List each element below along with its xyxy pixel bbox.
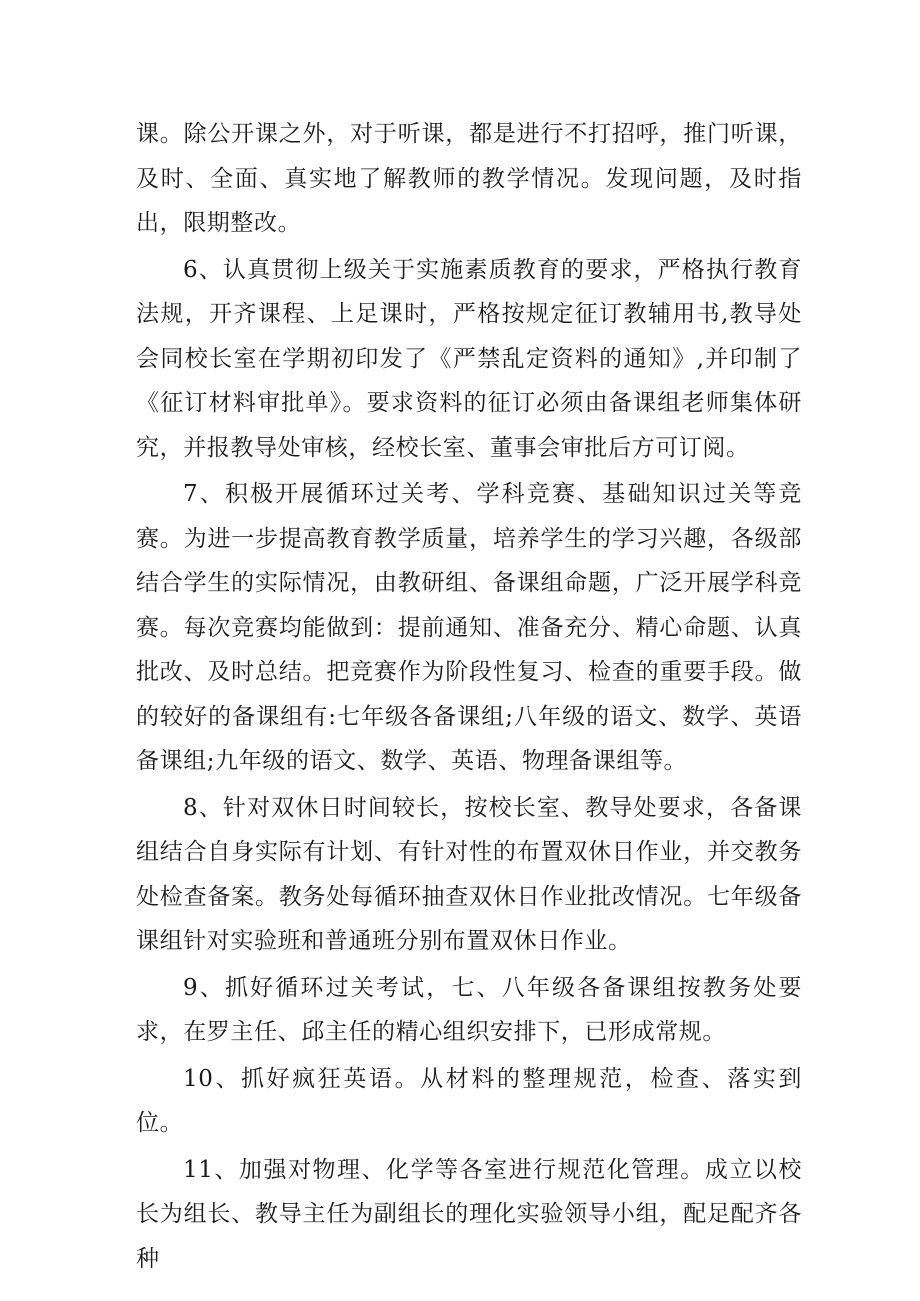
paragraph-item-10: 10、抓好疯狂英语。从材料的整理规范，检查、落实到位。 [136, 1065, 802, 1136]
paragraph-item-6: 6、认真贯彻上级关于实施素质教育的要求，严格执行教育法规，开齐课程、上足课时，严格按规定征订教辅用书,教导处会同校长室在学期初印发了《严禁乱定资料的通知》,并印制了《征订材料审批单》。要求资料的征订必须由备课组老师集体研究，并报教导处审核，经校长室、董事会审批后方可订阅。 [136, 256, 802, 461]
document-body [136, 112, 802, 1281]
paragraph-item-8: 8、针对双休日时间较长，按校长室、教导处要求，各备课组结合自身实际有计划、有针对性的布置双休日作业，并交教务处检查备案。教务处每循环抽查双休日作业批改情况。七年级备课组针对实验班和普通班分别布置双休日作业。 [136, 794, 802, 954]
paragraph-continued: 课。除公开课之外，对于听课，都是进行不打招呼，推门听课，及时、全面、真实地了解教师的教学情况。发现问题，及时指出，限期整改。 [136, 121, 802, 236]
paragraph-item-11: 11、加强对物理、化学等各室进行规范化管理。成立以校长为组长、教导主任为副组长的理化实验领导小组，配足配齐各种 [136, 1156, 802, 1272]
paragraph-item-9: 9、抓好循环过关考试，七、八年级各备课组按教务处要求，在罗主任、邱主任的精心组织安排下，已形成常规。 [136, 974, 802, 1045]
paragraph-item-7: 7、积极开展循环过关考、学科竞赛、基础知识过关等竞赛。为进一步提高教育教学质量，培养学生的学习兴趣，各级部结合学生的实际情况，由教研组、备课组命题，广泛开展学科竞赛。每次竞赛均能做到：提前通知、准备充分、精心命题、认真批改、及时总结。把竞赛作为阶段性复习、检查的重要手段。做的较好的备课组有:七年级各备课组;八年级的语文、数学、英语备课组;九年级的语文、数学、英语、物理备课组等。 [136, 481, 802, 774]
